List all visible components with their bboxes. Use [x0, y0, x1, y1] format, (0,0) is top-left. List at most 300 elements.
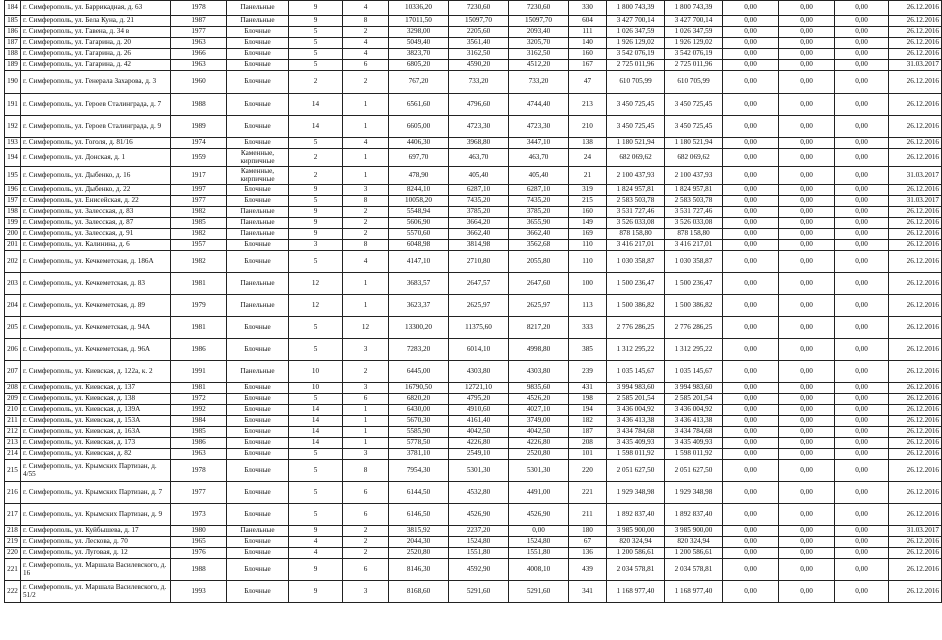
residential-area-cell: 5291,60	[509, 581, 569, 603]
premises-area-cell: 2647,57	[449, 273, 509, 295]
floors-cell: 2	[289, 167, 343, 185]
wall-material-cell: Блочные	[227, 317, 289, 339]
zero-value-cell: 0,00	[835, 229, 889, 240]
zero-value-cell: 0,00	[779, 482, 835, 504]
address-cell: г. Симферополь, ул. Маршала Василевского, д. 51/2	[21, 581, 171, 603]
residential-area-cell: 4491,00	[509, 482, 569, 504]
residential-area-cell: 3447,10	[509, 138, 569, 149]
wall-material-cell: Блочные	[227, 438, 289, 449]
floors-cell: 9	[289, 218, 343, 229]
year-built-cell: 1960	[171, 71, 227, 94]
total-area-cell: 6605,00	[389, 116, 449, 138]
total-area-cell: 478,90	[389, 167, 449, 185]
zero-value-cell: 0,00	[723, 116, 779, 138]
table-row	[5, 167, 942, 185]
wall-material-cell: Панельные	[227, 229, 289, 240]
address-cell: г. Симферополь, ул. Киевская, д. 137	[21, 383, 171, 394]
cost-total-cell: 1 929 348,98	[607, 482, 665, 504]
table-row	[5, 438, 942, 449]
zero-value-cell: 0,00	[723, 449, 779, 460]
residents-cell: 239	[569, 361, 607, 383]
zero-value-cell: 0,00	[835, 207, 889, 218]
total-area-cell: 6820,20	[389, 394, 449, 405]
deadline-date-cell: 26.12.2016	[889, 416, 942, 427]
table-row	[5, 38, 942, 49]
cost-total-cell: 1 892 837,40	[607, 504, 665, 526]
zero-value-cell: 0,00	[779, 38, 835, 49]
residential-area-cell: 4303,80	[509, 361, 569, 383]
row-number-cell: 195	[5, 167, 21, 185]
address-cell: г. Симферополь, ул. Кечкеметская, д. 186А	[21, 251, 171, 273]
table-row	[5, 460, 942, 482]
total-area-cell: 2044,30	[389, 537, 449, 548]
floors-cell: 9	[289, 559, 343, 581]
premises-area-cell: 4303,80	[449, 361, 509, 383]
address-cell: г. Симферополь, ул. Дыбенко, д. 22	[21, 185, 171, 196]
floors-cell: 5	[289, 394, 343, 405]
address-cell: г. Симферополь, ул. Гагарина, д. 42	[21, 60, 171, 71]
cost-total-cell: 2 583 503,78	[607, 196, 665, 207]
cost-owners-cell: 1 030 358,87	[665, 251, 723, 273]
table-row	[5, 27, 942, 38]
wall-material-cell: Блочные	[227, 240, 289, 251]
zero-value-cell: 0,00	[723, 526, 779, 537]
total-area-cell: 5585,90	[389, 427, 449, 438]
premises-area-cell: 3785,20	[449, 207, 509, 218]
cost-owners-cell: 1 026 347,59	[665, 27, 723, 38]
floors-cell: 5	[289, 482, 343, 504]
cost-owners-cell: 3 436 413,38	[665, 416, 723, 427]
total-area-cell: 697,70	[389, 149, 449, 167]
entrances-cell: 3	[343, 185, 389, 196]
cost-total-cell: 3 435 409,93	[607, 438, 665, 449]
cost-total-cell: 1 168 977,40	[607, 581, 665, 603]
entrances-cell: 2	[343, 229, 389, 240]
wall-material-cell: Блочные	[227, 60, 289, 71]
zero-value-cell: 0,00	[779, 116, 835, 138]
entrances-cell: 1	[343, 116, 389, 138]
zero-value-cell: 0,00	[779, 71, 835, 94]
premises-area-cell: 3162,50	[449, 49, 509, 60]
cost-owners-cell: 3 450 725,45	[665, 94, 723, 116]
total-area-cell: 8244,10	[389, 185, 449, 196]
row-number-cell: 188	[5, 49, 21, 60]
table-row	[5, 185, 942, 196]
entrances-cell: 2	[343, 548, 389, 559]
residents-cell: 198	[569, 394, 607, 405]
zero-value-cell: 0,00	[779, 449, 835, 460]
premises-area-cell: 2625,97	[449, 295, 509, 317]
entrances-cell: 2	[343, 361, 389, 383]
zero-value-cell: 0,00	[835, 138, 889, 149]
cost-total-cell: 1 026 347,59	[607, 27, 665, 38]
entrances-cell: 1	[343, 149, 389, 167]
row-number-cell: 220	[5, 548, 21, 559]
cost-owners-cell: 3 526 033,08	[665, 218, 723, 229]
table-row	[5, 218, 942, 229]
zero-value-cell: 0,00	[723, 185, 779, 196]
row-number-cell: 184	[5, 1, 21, 16]
entrances-cell: 12	[343, 317, 389, 339]
address-cell: г. Симферополь, ул. Кечкеметская, д. 89	[21, 295, 171, 317]
floors-cell: 10	[289, 383, 343, 394]
cost-owners-cell: 1 926 129,02	[665, 38, 723, 49]
year-built-cell: 1976	[171, 548, 227, 559]
premises-area-cell: 5301,30	[449, 460, 509, 482]
deadline-date-cell: 26.12.2016	[889, 394, 942, 405]
address-cell: г. Симферополь, ул. Киевская, д. 163А	[21, 427, 171, 438]
cost-total-cell: 1 200 586,61	[607, 548, 665, 559]
total-area-cell: 5570,60	[389, 229, 449, 240]
table-row	[5, 49, 942, 60]
total-area-cell: 767,20	[389, 71, 449, 94]
cost-total-cell: 878 158,80	[607, 229, 665, 240]
deadline-date-cell: 26.12.2016	[889, 138, 942, 149]
deadline-date-cell: 31.03.2017	[889, 167, 942, 185]
residential-area-cell: 3662,40	[509, 229, 569, 240]
table-row	[5, 504, 942, 526]
residential-area-cell: 4723,30	[509, 116, 569, 138]
floors-cell: 5	[289, 49, 343, 60]
total-area-cell: 6805,20	[389, 60, 449, 71]
total-area-cell: 6146,50	[389, 504, 449, 526]
zero-value-cell: 0,00	[723, 361, 779, 383]
row-number-cell: 194	[5, 149, 21, 167]
zero-value-cell: 0,00	[779, 537, 835, 548]
row-number-cell: 206	[5, 339, 21, 361]
wall-material-cell: Блочные	[227, 339, 289, 361]
entrances-cell: 6	[343, 504, 389, 526]
deadline-date-cell: 26.12.2016	[889, 149, 942, 167]
address-cell: г. Симферополь, ул. Кечкеметская, д. 83	[21, 273, 171, 295]
premises-area-cell: 3561,40	[449, 38, 509, 49]
table-row	[5, 339, 942, 361]
entrances-cell: 1	[343, 167, 389, 185]
row-number-cell: 200	[5, 229, 21, 240]
zero-value-cell: 0,00	[723, 504, 779, 526]
row-number-cell: 217	[5, 504, 21, 526]
table-row	[5, 581, 942, 603]
entrances-cell: 1	[343, 438, 389, 449]
row-number-cell: 219	[5, 537, 21, 548]
year-built-cell: 1984	[171, 416, 227, 427]
year-built-cell: 1957	[171, 240, 227, 251]
zero-value-cell: 0,00	[779, 317, 835, 339]
address-cell: г. Симферополь, ул. Генерала Захарова, д. 3	[21, 71, 171, 94]
cost-total-cell: 1 035 145,67	[607, 361, 665, 383]
table-row	[5, 229, 942, 240]
housing-register-table	[4, 0, 942, 603]
zero-value-cell: 0,00	[723, 581, 779, 603]
residents-cell: 47	[569, 71, 607, 94]
zero-value-cell: 0,00	[723, 537, 779, 548]
deadline-date-cell: 26.12.2016	[889, 537, 942, 548]
zero-value-cell: 0,00	[723, 240, 779, 251]
table-row	[5, 196, 942, 207]
deadline-date-cell: 26.12.2016	[889, 548, 942, 559]
zero-value-cell: 0,00	[723, 38, 779, 49]
entrances-cell: 1	[343, 94, 389, 116]
zero-value-cell: 0,00	[723, 559, 779, 581]
deadline-date-cell: 26.12.2016	[889, 27, 942, 38]
deadline-date-cell: 31.03.2017	[889, 60, 942, 71]
row-number-cell: 191	[5, 94, 21, 116]
zero-value-cell: 0,00	[723, 482, 779, 504]
residential-area-cell: 3205,70	[509, 38, 569, 49]
cost-owners-cell: 1 312 295,22	[665, 339, 723, 361]
zero-value-cell: 0,00	[723, 16, 779, 27]
residents-cell: 187	[569, 427, 607, 438]
zero-value-cell: 0,00	[835, 196, 889, 207]
zero-value-cell: 0,00	[779, 383, 835, 394]
entrances-cell: 4	[343, 1, 389, 16]
zero-value-cell: 0,00	[779, 229, 835, 240]
zero-value-cell: 0,00	[835, 416, 889, 427]
table-row	[5, 138, 942, 149]
residential-area-cell: 1524,80	[509, 537, 569, 548]
zero-value-cell: 0,00	[779, 361, 835, 383]
zero-value-cell: 0,00	[723, 317, 779, 339]
table-row	[5, 295, 942, 317]
premises-area-cell: 4532,80	[449, 482, 509, 504]
deadline-date-cell: 26.12.2016	[889, 383, 942, 394]
premises-area-cell: 12721,10	[449, 383, 509, 394]
zero-value-cell: 0,00	[779, 27, 835, 38]
residential-area-cell: 2520,80	[509, 449, 569, 460]
deadline-date-cell: 26.12.2016	[889, 251, 942, 273]
residents-cell: 330	[569, 1, 607, 16]
address-cell: г. Симферополь, ул. Киевская, д. 153А	[21, 416, 171, 427]
wall-material-cell: Блочные	[227, 548, 289, 559]
wall-material-cell: Панельные	[227, 361, 289, 383]
residents-cell: 110	[569, 251, 607, 273]
cost-owners-cell: 2 583 503,78	[665, 196, 723, 207]
deadline-date-cell: 26.12.2016	[889, 295, 942, 317]
total-area-cell: 6561,60	[389, 94, 449, 116]
cost-total-cell: 1 824 957,81	[607, 185, 665, 196]
year-built-cell: 1989	[171, 116, 227, 138]
entrances-cell: 2	[343, 537, 389, 548]
residents-cell: 210	[569, 116, 607, 138]
entrances-cell: 8	[343, 460, 389, 482]
total-area-cell: 7283,20	[389, 339, 449, 361]
cost-total-cell: 1 500 236,47	[607, 273, 665, 295]
wall-material-cell: Блочные	[227, 504, 289, 526]
residents-cell: 149	[569, 218, 607, 229]
residential-area-cell: 4512,20	[509, 60, 569, 71]
address-cell: г. Симферополь, ул. Киевская, д. 139А	[21, 405, 171, 416]
deadline-date-cell: 26.12.2016	[889, 185, 942, 196]
zero-value-cell: 0,00	[779, 504, 835, 526]
zero-value-cell: 0,00	[723, 149, 779, 167]
wall-material-cell: Блочные	[227, 427, 289, 438]
floors-cell: 9	[289, 185, 343, 196]
address-cell: г. Симферополь, ул. Гагарина, д. 26	[21, 49, 171, 60]
zero-value-cell: 0,00	[835, 526, 889, 537]
zero-value-cell: 0,00	[835, 295, 889, 317]
address-cell: г. Симферополь, ул. Героев Сталинграда, д. 9	[21, 116, 171, 138]
entrances-cell: 4	[343, 38, 389, 49]
year-built-cell: 1980	[171, 526, 227, 537]
address-cell: г. Симферополь, ул. Гагарина, д. 20	[21, 38, 171, 49]
entrances-cell: 8	[343, 240, 389, 251]
residents-cell: 220	[569, 460, 607, 482]
premises-area-cell: 4592,90	[449, 559, 509, 581]
address-cell: г. Симферополь, ул. Крымских Партизан, д. 4/55	[21, 460, 171, 482]
cost-owners-cell: 2 585 201,54	[665, 394, 723, 405]
cost-owners-cell: 3 427 700,14	[665, 16, 723, 27]
address-cell: г. Симферополь, ул. Баррикадная, д. 63	[21, 1, 171, 16]
deadline-date-cell: 26.12.2016	[889, 16, 942, 27]
total-area-cell: 5548,94	[389, 207, 449, 218]
cost-owners-cell: 610 705,99	[665, 71, 723, 94]
cost-owners-cell: 3 436 004,92	[665, 405, 723, 416]
residential-area-cell: 6287,10	[509, 185, 569, 196]
premises-area-cell: 3662,40	[449, 229, 509, 240]
premises-area-cell: 3664,20	[449, 218, 509, 229]
floors-cell: 12	[289, 273, 343, 295]
zero-value-cell: 0,00	[779, 548, 835, 559]
zero-value-cell: 0,00	[835, 218, 889, 229]
zero-value-cell: 0,00	[835, 49, 889, 60]
entrances-cell: 3	[343, 449, 389, 460]
zero-value-cell: 0,00	[835, 185, 889, 196]
row-number-cell: 201	[5, 240, 21, 251]
deadline-date-cell: 26.12.2016	[889, 1, 942, 16]
floors-cell: 5	[289, 504, 343, 526]
row-number-cell: 190	[5, 71, 21, 94]
cost-total-cell: 3 450 725,45	[607, 116, 665, 138]
entrances-cell: 8	[343, 16, 389, 27]
zero-value-cell: 0,00	[835, 559, 889, 581]
wall-material-cell: Блочные	[227, 383, 289, 394]
zero-value-cell: 0,00	[835, 273, 889, 295]
residential-area-cell: 9835,60	[509, 383, 569, 394]
residential-area-cell: 463,70	[509, 149, 569, 167]
wall-material-cell: Блочные	[227, 251, 289, 273]
row-number-cell: 205	[5, 317, 21, 339]
deadline-date-cell: 26.12.2016	[889, 405, 942, 416]
total-area-cell: 5606,90	[389, 218, 449, 229]
residents-cell: 319	[569, 185, 607, 196]
wall-material-cell: Блочные	[227, 460, 289, 482]
zero-value-cell: 0,00	[835, 38, 889, 49]
table-row	[5, 361, 942, 383]
total-area-cell: 3683,57	[389, 273, 449, 295]
total-area-cell: 8168,60	[389, 581, 449, 603]
table-row	[5, 94, 942, 116]
floors-cell: 5	[289, 38, 343, 49]
table-row	[5, 273, 942, 295]
cost-total-cell: 682 069,62	[607, 149, 665, 167]
wall-material-cell: Блочные	[227, 138, 289, 149]
zero-value-cell: 0,00	[835, 581, 889, 603]
year-built-cell: 1986	[171, 339, 227, 361]
residential-area-cell: 2093,40	[509, 27, 569, 38]
total-area-cell: 3298,00	[389, 27, 449, 38]
deadline-date-cell: 26.12.2016	[889, 339, 942, 361]
entrances-cell: 4	[343, 251, 389, 273]
total-area-cell: 16790,50	[389, 383, 449, 394]
deadline-date-cell: 31.03.2017	[889, 526, 942, 537]
residential-area-cell: 3785,20	[509, 207, 569, 218]
zero-value-cell: 0,00	[723, 60, 779, 71]
zero-value-cell: 0,00	[779, 427, 835, 438]
residents-cell: 169	[569, 229, 607, 240]
cost-owners-cell: 820 324,94	[665, 537, 723, 548]
table-row	[5, 317, 942, 339]
total-area-cell: 7954,30	[389, 460, 449, 482]
row-number-cell: 204	[5, 295, 21, 317]
deadline-date-cell: 26.12.2016	[889, 273, 942, 295]
table-row	[5, 394, 942, 405]
residential-area-cell: 1551,80	[509, 548, 569, 559]
cost-total-cell: 2 725 011,96	[607, 60, 665, 71]
floors-cell: 5	[289, 138, 343, 149]
address-cell: г. Симферополь, ул. Донская, д. 1	[21, 149, 171, 167]
cost-total-cell: 3 434 784,68	[607, 427, 665, 438]
year-built-cell: 1985	[171, 427, 227, 438]
residents-cell: 110	[569, 240, 607, 251]
floors-cell: 2	[289, 149, 343, 167]
cost-owners-cell: 3 434 784,68	[665, 427, 723, 438]
floors-cell: 9	[289, 1, 343, 16]
zero-value-cell: 0,00	[779, 559, 835, 581]
floors-cell: 14	[289, 94, 343, 116]
zero-value-cell: 0,00	[723, 339, 779, 361]
deadline-date-cell: 26.12.2016	[889, 317, 942, 339]
year-built-cell: 1981	[171, 273, 227, 295]
row-number-cell: 212	[5, 427, 21, 438]
row-number-cell: 215	[5, 460, 21, 482]
cost-total-cell: 1 800 743,39	[607, 1, 665, 16]
residents-cell: 24	[569, 149, 607, 167]
zero-value-cell: 0,00	[723, 548, 779, 559]
year-built-cell: 1981	[171, 383, 227, 394]
residents-cell: 138	[569, 138, 607, 149]
wall-material-cell: Каменные, кирпичные	[227, 149, 289, 167]
residents-cell: 182	[569, 416, 607, 427]
row-number-cell: 214	[5, 449, 21, 460]
entrances-cell: 1	[343, 295, 389, 317]
cost-owners-cell: 1 168 977,40	[665, 581, 723, 603]
cost-total-cell: 1 926 129,02	[607, 38, 665, 49]
zero-value-cell: 0,00	[779, 49, 835, 60]
cost-total-cell: 3 994 983,60	[607, 383, 665, 394]
entrances-cell: 6	[343, 394, 389, 405]
zero-value-cell: 0,00	[779, 207, 835, 218]
zero-value-cell: 0,00	[779, 185, 835, 196]
year-built-cell: 1982	[171, 229, 227, 240]
zero-value-cell: 0,00	[723, 427, 779, 438]
cost-total-cell: 3 416 217,01	[607, 240, 665, 251]
residential-area-cell: 4526,90	[509, 504, 569, 526]
cost-owners-cell: 1 824 957,81	[665, 185, 723, 196]
floors-cell: 14	[289, 405, 343, 416]
total-area-cell: 13300,20	[389, 317, 449, 339]
floors-cell: 9	[289, 229, 343, 240]
cost-owners-cell: 878 158,80	[665, 229, 723, 240]
residents-cell: 111	[569, 27, 607, 38]
year-built-cell: 1988	[171, 559, 227, 581]
address-cell: г. Симферополь, ул. Кечкеметская, д. 94А	[21, 317, 171, 339]
zero-value-cell: 0,00	[779, 167, 835, 185]
zero-value-cell: 0,00	[779, 581, 835, 603]
total-area-cell: 4406,30	[389, 138, 449, 149]
year-built-cell: 1986	[171, 438, 227, 449]
address-cell: г. Симферополь, ул. Лескова, д. 70	[21, 537, 171, 548]
wall-material-cell: Блочные	[227, 27, 289, 38]
